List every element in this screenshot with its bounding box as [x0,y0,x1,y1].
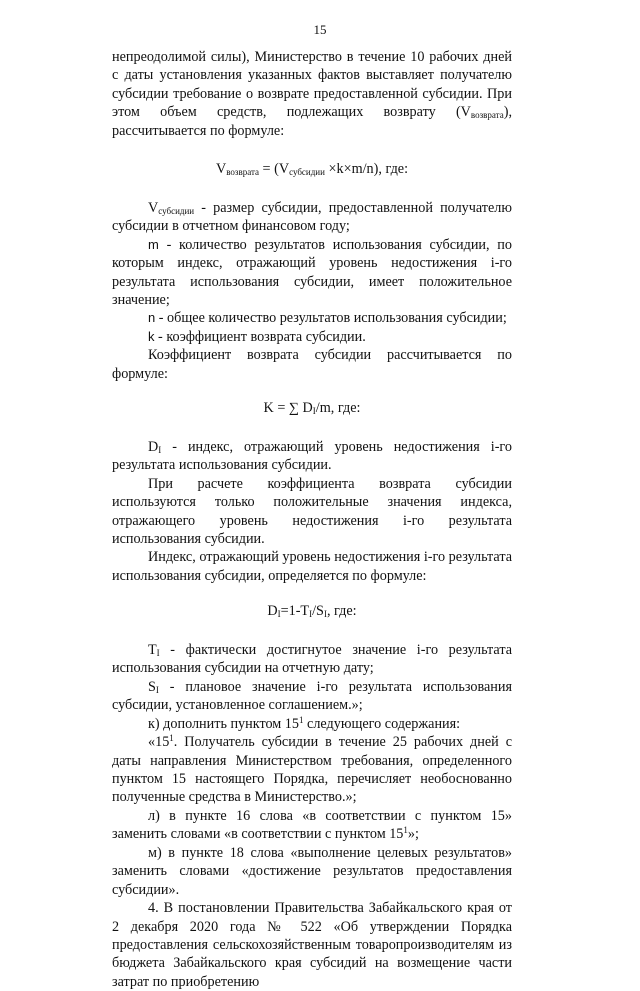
definition-d: $D_I$ - индекс, отражающий уровень недостижения i-го результата использования субсидии. [112,438,512,474]
quote-point-15-1: «$15^1$. Получатель субсидии в течение 25 рабочих дней с даты направления Министерством требования, определенного пунктом 15 настоящего Порядка, перечисляет необоснованно полученные средства в Министерство.»; [112,733,512,806]
page-number: 15 [313,22,327,37]
item-k: к) дополнить пунктом $15^1$ следующего содержания: [148,714,461,732]
definition-k: k - коэффициент возврата субсидии. [148,328,366,345]
definition-n: n - общее количество результатов использования субсидии; [148,310,507,327]
paragraph-index-intro: Индекс, отражающий уровень недостижения i-го результата использования субсидии, определяется по формуле: [112,549,512,584]
definition-t: $T_I$ - фактически достигнутое значение i-го результата использования субсидии на отчетную дату; [112,641,512,677]
formula-refund-volume: $V_{возврата} = (V_{субсидии} \times k\times m/n)$, где: [215,161,409,178]
formula-index: $D_I=1-T_I/S_I$, где: [267,603,357,620]
definition-v-subsidy: $V_{субсидии}$ - размер субсидии, предоставленной получателю субсидии в отчетном финансовом году; [112,199,512,235]
document-body [112,48,512,991]
item-4: 4. В постановлении Правительства Забайкальского края от 2 декабря 2020 года № 522 «Об утверждении Порядка предоставления сельскохозяйственным товаропроизводителям из бюджета Забайкальского края субсидий на возмещение части затрат по приобретению [112,900,512,990]
paragraph-refund-intro: непреодолимой силы), Министерство в течение 10 рабочих дней с даты установления указанных фактов выставляет получателю субсидии требование о возврате предоставленной субсидии. При этом объем средств, подлежащих возврату $(V_{возврата})$, рассчитывается по формуле: [112,49,512,139]
item-m: м) в пункте 18 слова «выполнение целевых результатов» заменить словами «достижение результатов предоставления субсидии». [112,844,512,898]
paragraph-coefficient-intro: Коэффициент возврата субсидии рассчитывается по формуле: [112,347,512,382]
definition-m: m - количество результатов использования субсидии, по которым индекс, отражающий уровень недостижения i-го результата использования субсидии, имеет положительное значение; [112,236,512,308]
definition-s: $S_I$ - плановое значение i-го результата использования субсидии, установленное соглашением.»; [112,678,512,714]
item-l: л) в пункте 16 слова «в соответствии с пунктом 15» заменить словами «в соответствии с пунктом $15^1$»; [112,807,512,843]
formula-coefficient: K = ∑ $D_I/m$, где: [263,400,361,417]
paragraph-positive-values: При расчете коэффициента возврата субсидии используются только положительные значения индекса, отражающего уровень недостижения i-го результата использования субсидии. [112,475,512,547]
